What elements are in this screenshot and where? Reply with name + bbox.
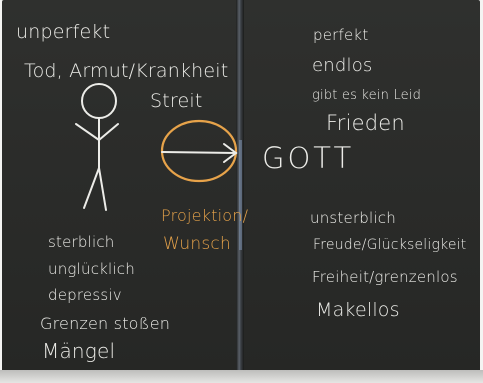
label-makellos: Makellos [316,299,400,321]
label-perfekt: perfekt [313,26,369,44]
label-depressiv: depressiv [48,286,122,304]
label-frieden: Frieden [326,111,405,135]
label-unperfekt: unperfekt [16,21,111,43]
label-endlos: endlos [312,55,373,76]
label-gott: GOTT [262,141,355,175]
label-freude-glueckseligkeit: Freude/Glückseligkeit [313,237,467,253]
label-wunsch: Wunsch [163,234,231,254]
stick-figure-icon [76,84,118,210]
label-ungluecklich: unglücklich [48,260,135,278]
label-tod-armut-krankheit: Tod, Armut/Krankheit [24,60,229,82]
label-grenzen-stossen: Grenzen stoßen [40,314,171,333]
arrow-right-icon [162,144,236,162]
label-projektion: Projektion/ [161,206,249,225]
label-unsterblich: unsterblich [310,209,396,227]
label-freiheit-grenzenlos: Freiheit/grenzenlos [312,268,458,286]
label-maengel: Mängel [42,339,116,363]
label-gibt-es-kein-leid: gibt es kein Leid [312,88,422,103]
label-sterblich: sterblich [48,233,115,251]
projection-circle [162,121,236,181]
label-streit: Streit [150,90,203,112]
